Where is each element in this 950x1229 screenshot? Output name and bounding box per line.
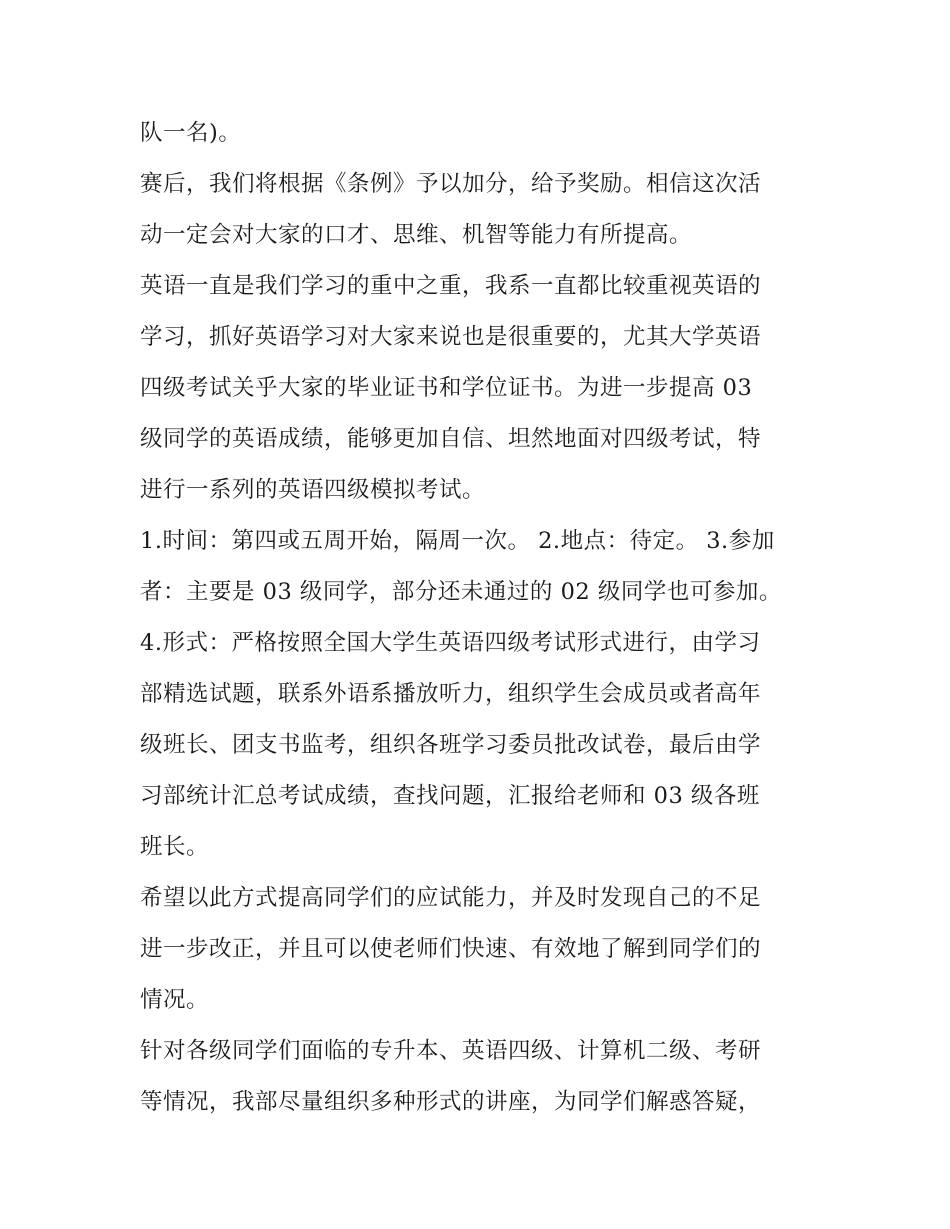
- body-text: [140, 108, 820, 1128]
- text-line: 者：主要是 03 级同学，部分还未通过的 02 级同学也可参加。: [140, 579, 782, 605]
- text-line: 队一名)。: [140, 120, 242, 146]
- text-line: 学习，抓好英语学习对大家来说也是很重要的，尤其大学英语: [140, 324, 762, 350]
- text-line: 级同学的英语成绩，能够更加自信、坦然地面对四级考试，特: [140, 426, 762, 452]
- text-line: 等情况，我部尽量组织多种形式的讲座，为同学们解惑答疑，: [140, 1089, 762, 1115]
- text-line: 部精选试题，联系外语系播放听力，组织学生会成员或者高年: [140, 681, 762, 707]
- text-line: 进一步改正，并且可以使老师们快速、有效地了解到同学们的: [140, 936, 762, 962]
- text-line: 希望以此方式提高同学们的应试能力，并及时发现自己的不足: [140, 885, 762, 911]
- text-line: 1.时间：第四或五周开始，隔周一次。 2.地点：待定。 3.参加: [140, 528, 775, 554]
- text-line: 4.形式：严格按照全国大学生英语四级考试形式进行，由学习: [140, 630, 761, 656]
- text-line: 英语一直是我们学习的重中之重，我系一直都比较重视英语的: [140, 273, 762, 299]
- text-line: 班长。: [140, 834, 210, 860]
- text-line: 针对各级同学们面临的专升本、英语四级、计算机二级、考研: [140, 1038, 762, 1064]
- text-line: 习部统计汇总考试成绩，查找问题，汇报给老师和 03 级各班: [140, 783, 760, 809]
- text-line: 四级考试关乎大家的毕业证书和学位证书。为进一步提高 03: [140, 375, 753, 401]
- text-line: 进行一系列的英语四级模拟考试。: [140, 477, 486, 503]
- text-line: 动一定会对大家的口才、思维、机智等能力有所提高。: [140, 222, 693, 248]
- text-line: 情况。: [140, 987, 210, 1013]
- text-line: 赛后，我们将根据《条例》予以加分，给予奖励。相信这次活: [140, 171, 762, 197]
- text-line: 级班长、团支书监考，组织各班学习委员批改试卷，最后由学: [140, 732, 762, 758]
